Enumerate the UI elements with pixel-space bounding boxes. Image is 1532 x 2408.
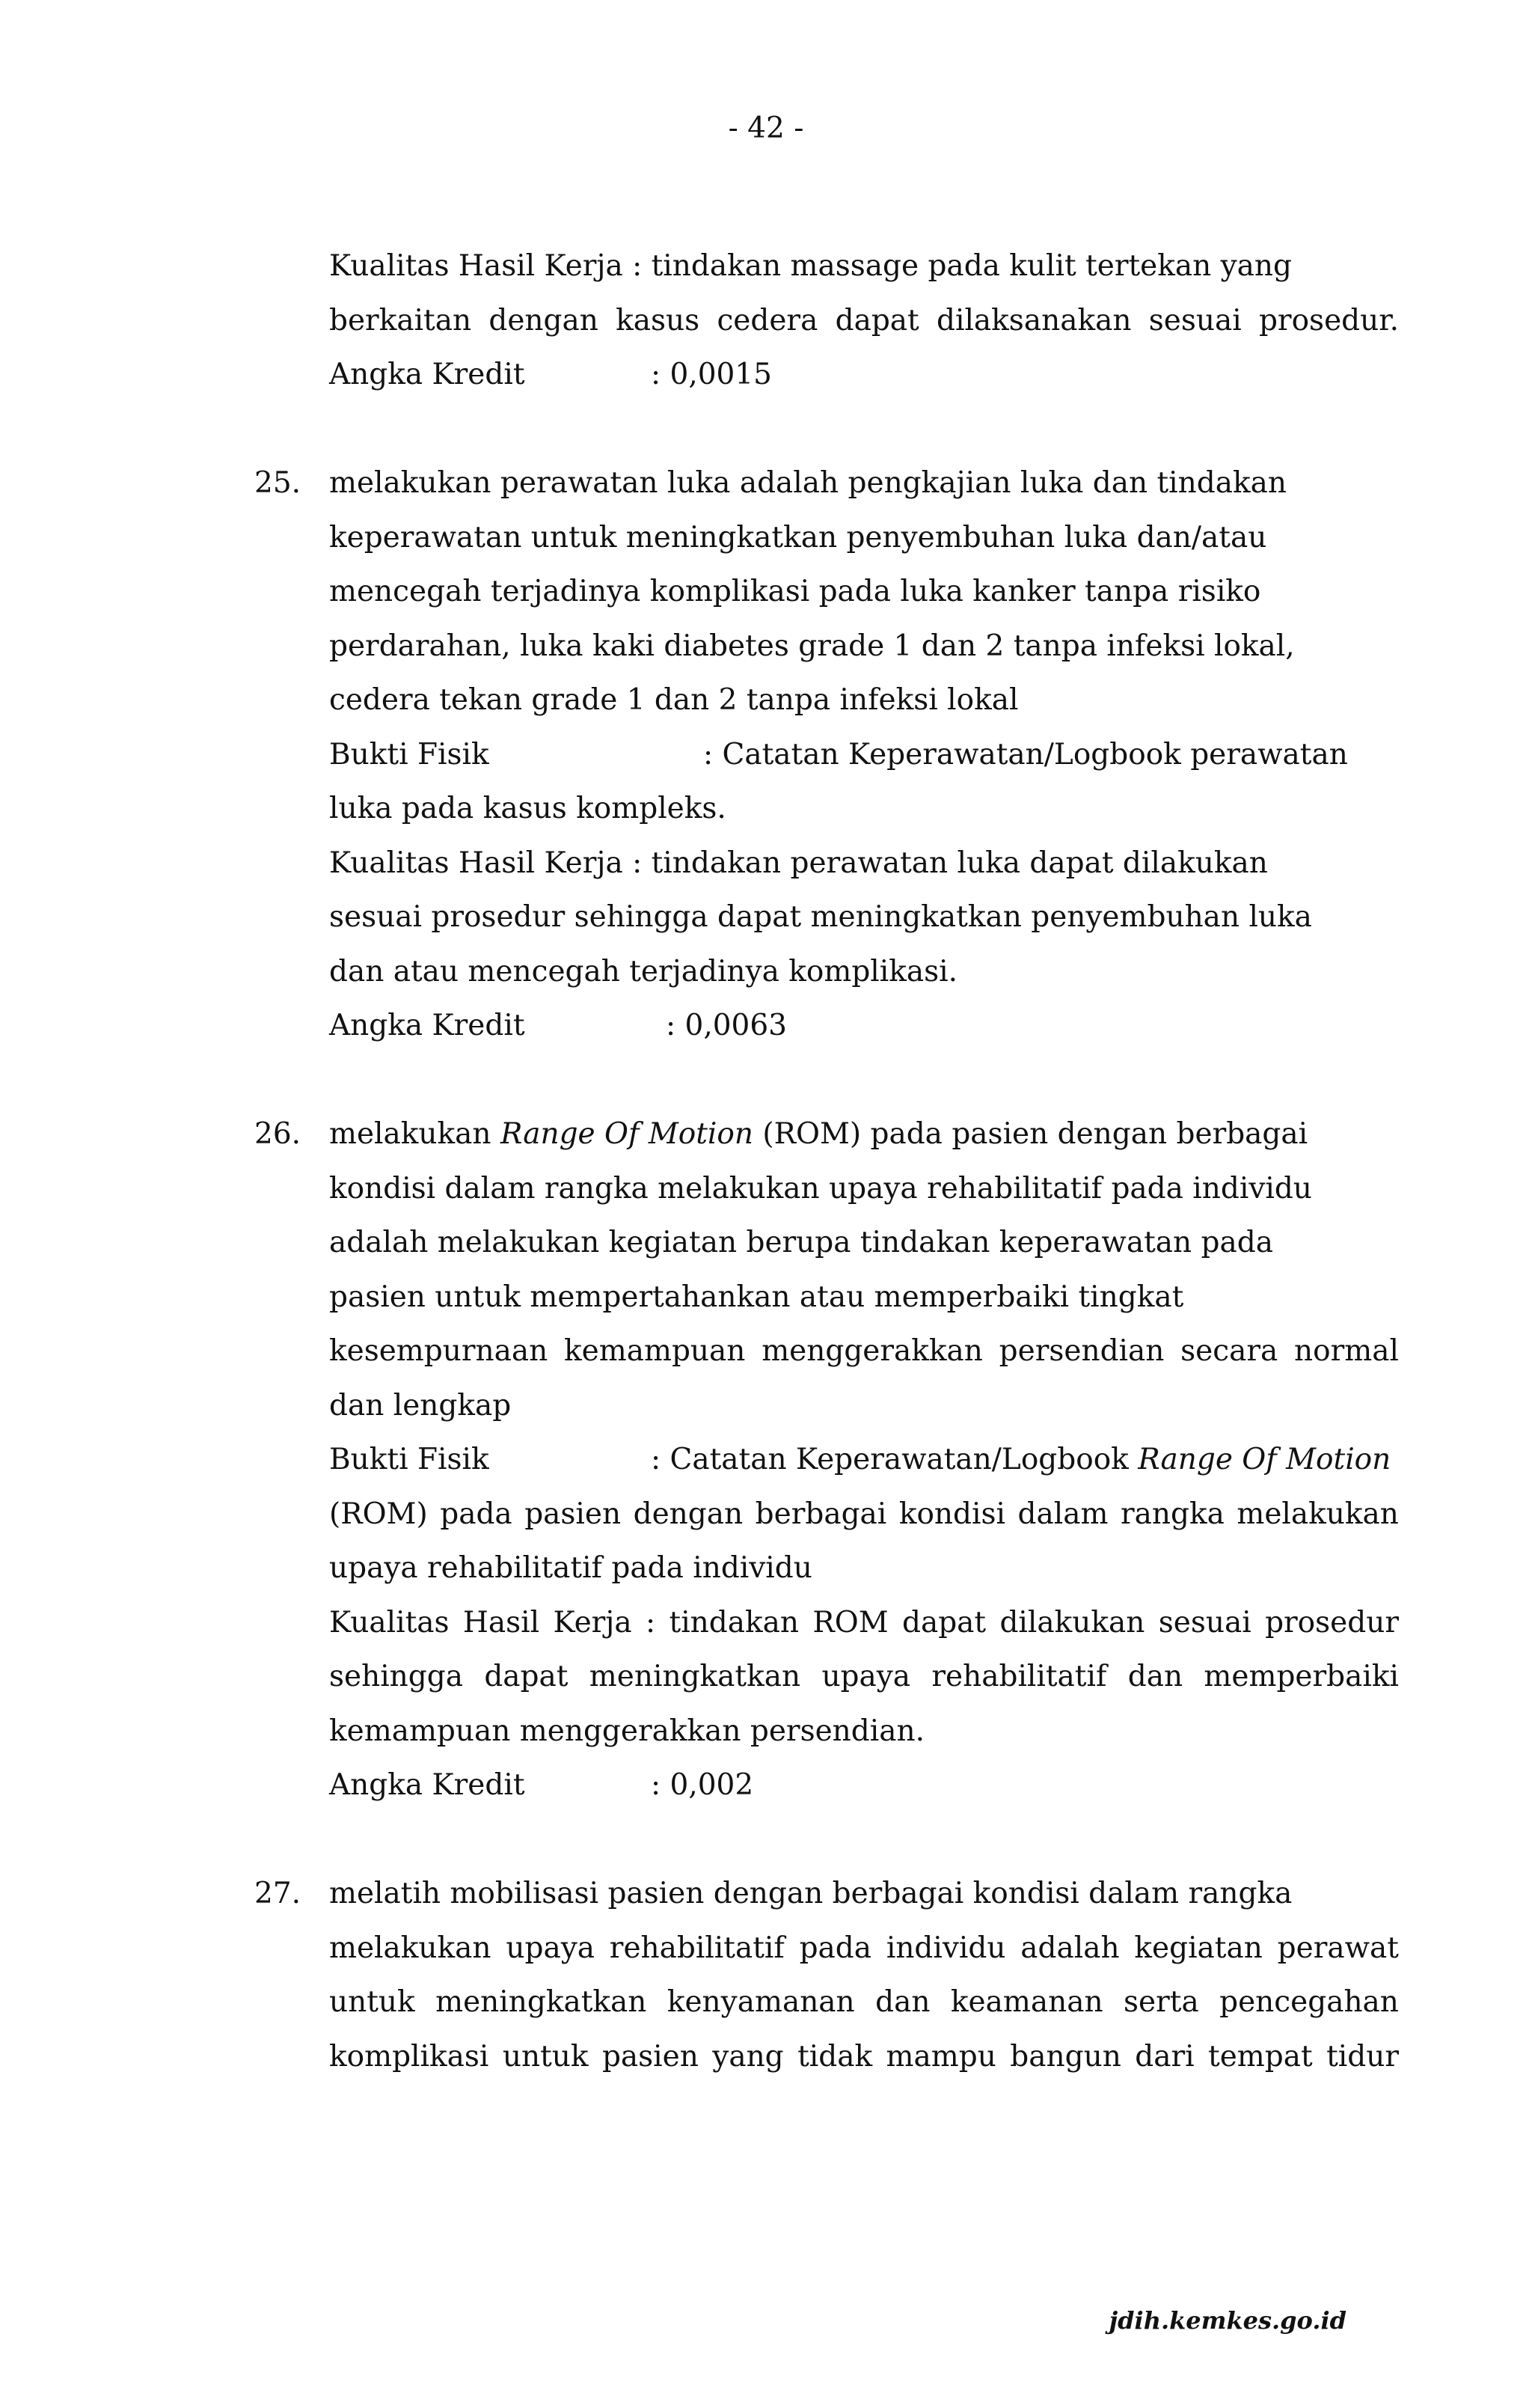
word: berkaitan [329,303,472,337]
word: rehabilitatif [931,1660,1107,1693]
text-line: melakukan perawatan luka adalah pengkajian luka dan tindakan [329,466,1287,500]
word: yang [712,2039,784,2074]
text-segment: (ROM) pada pasien dengan berbagai [762,1117,1308,1151]
text-line [329,294,1399,349]
word: pasien [601,2039,699,2074]
text-line: upaya rehabilitatif pada individu [329,1551,812,1585]
angka-kredit-value: : 0,0015 [651,358,772,391]
word: perawat [1277,1931,1399,1965]
word: tidur [1326,2039,1399,2074]
word: dapat [484,1660,569,1693]
word: untuk [502,2039,589,2074]
word: sehingga [329,1660,463,1693]
text-line: sesuai prosedur sehingga dapat meningkatkan penyembuhan luka [329,900,1312,934]
word: dengan [488,303,598,337]
text-line: Kualitas Hasil Kerja : tindakan perawatan luka dapat dilakukan [329,846,1268,880]
text-line: pasien untuk mempertahankan atau memperbaiki tingkat [329,1280,1184,1314]
word: dalam [1017,1497,1109,1531]
text-line [329,1324,1399,1379]
word: untuk [329,1985,415,2019]
word: kemampuan [564,1334,746,1368]
list-item-26 [254,1107,1399,1813]
word: ROM [812,1605,889,1640]
text-segment: Kualitas Hasil Kerja : tindakan massage pada kulit tertekan yang [329,249,1292,283]
bukti-fisik-value: : Catatan Keperawatan/Logbook perawatan [703,737,1348,771]
text-line [329,1107,1399,1162]
italic-term: Range Of Motion [1138,1443,1391,1476]
text-line: kondisi dalam rangka melakukan upaya rehabilitatif pada individu [329,1171,1312,1205]
item-number: 26. [254,1117,301,1151]
item-number: 27. [254,1877,301,1910]
text-line: dan atau mencegah terjadinya komplikasi. [329,954,958,988]
item-27-description [329,1867,1399,2084]
angka-kredit-value: : 0,0063 [666,1009,787,1042]
word: kasus [616,303,700,337]
word: prosedur. [1258,303,1399,337]
word: pada [799,1931,872,1965]
word: Kerja [553,1605,632,1640]
word: individu [886,1931,1006,1965]
word: Hasil [462,1605,540,1640]
word: prosedur [1265,1605,1399,1640]
text-line: cedera tekan grade 1 dan 2 tanpa infeksi lokal [329,683,1019,717]
text-line [329,2030,1399,2085]
bukti-fisik-value: : Catatan Keperawatan/Logbook [651,1443,1129,1476]
text-line: adalah melakukan kegiatan berupa tindakan keperawatan pada [329,1226,1273,1259]
text-line [329,1488,1399,1542]
word: tindakan [669,1605,799,1640]
word: normal [1294,1334,1399,1368]
item-26-description [329,1107,1399,1813]
word: meningkatkan [435,1985,647,2019]
word: memperbaiki [1204,1660,1399,1693]
word: cedera [717,303,818,337]
word: Kualitas [329,1605,450,1640]
text-line: mencegah terjadinya komplikasi pada luka kanker tanpa risiko [329,575,1261,608]
italic-term: Range Of Motion [500,1117,753,1151]
word: dapat [902,1605,987,1640]
word: upaya [821,1660,911,1693]
word: dan [1127,1660,1183,1693]
intro-angka-kredit [329,348,1399,403]
word: dilaksanakan [937,303,1132,337]
word: dapat [835,303,919,337]
footer-website: jdih.kemkes.go.id [1109,2306,1346,2335]
word: tidak [797,2039,873,2074]
word: komplikasi [329,2039,489,2074]
word: persendian [999,1334,1165,1368]
text-line [329,1975,1399,2030]
word: dan [875,1985,931,2019]
text-line [329,1650,1399,1705]
text-line [329,1922,1399,1976]
text-line: perdarahan, luka kaki diabetes grade 1 dan 2 tanpa infeksi lokal, [329,629,1295,663]
word: adalah [1020,1931,1120,1965]
text-line [329,1596,1399,1651]
word: sesuai [1148,303,1242,337]
word: pasien [524,1497,622,1531]
document-body [254,239,1399,2084]
word: kesempurnaan [329,1334,548,1368]
angka-kredit-row [329,999,1399,1054]
word: mampu [886,2039,996,2074]
text-line [329,239,1399,294]
angka-kredit-value: : 0,002 [651,1768,754,1802]
intro-kualitas [329,239,1399,403]
word: keamanan [950,1985,1103,2019]
text-line: keperawatan untuk meningkatkan penyembuhan luka dan/atau [329,520,1267,554]
text-line: melatih mobilisasi pasien dengan berbagai kondisi dalam rangka [329,1877,1293,1910]
word: tempat [1208,2039,1313,2074]
word: dari [1135,2039,1195,2074]
word: serta [1124,1985,1199,2019]
word: : [646,1605,656,1640]
angka-kredit-label: Angka Kredit [329,1768,525,1802]
word: melakukan [1237,1497,1399,1531]
item-25-description [329,456,1399,1054]
list-item-27 [254,1867,1399,2084]
angka-kredit-label: Angka Kredit [329,358,525,391]
bukti-fisik-row [329,728,1399,783]
word: meningkatkan [589,1660,801,1693]
word: bangun [1010,2039,1121,2074]
list-item-25 [254,456,1399,1054]
word: rangka [1120,1497,1225,1531]
angka-kredit-row [329,1758,1399,1813]
text-segment: melakukan [329,1117,491,1151]
word: berbagai [755,1497,887,1531]
word: dengan [633,1497,744,1531]
intro-block [254,239,1399,403]
word: (ROM) [329,1497,428,1531]
word: melakukan [329,1931,491,1965]
item-number: 25. [254,466,301,500]
word: sesuai [1158,1605,1251,1640]
word: menggerakkan [762,1334,983,1368]
angka-kredit-label: Angka Kredit [329,1009,525,1042]
word: kegiatan [1134,1931,1263,1965]
text-line: dan lengkap [329,1388,512,1423]
bukti-fisik-row [329,1433,1399,1488]
word: rehabilitatif [609,1931,785,1965]
word: kondisi [898,1497,1005,1531]
word: secara [1180,1334,1278,1368]
word: kenyamanan [667,1985,855,2019]
text-line: kemampuan menggerakkan persendian. [329,1714,925,1748]
word: pada [440,1497,512,1531]
bukti-fisik-label: Bukti Fisik [329,1443,489,1476]
text-line: luka pada kasus kompleks. [329,792,726,825]
word: upaya [506,1931,595,1965]
bukti-fisik-label: Bukti Fisik [329,737,489,771]
page-number: - 42 - [728,111,804,145]
word: dilakukan [999,1605,1145,1640]
word: pencegahan [1219,1985,1399,2019]
